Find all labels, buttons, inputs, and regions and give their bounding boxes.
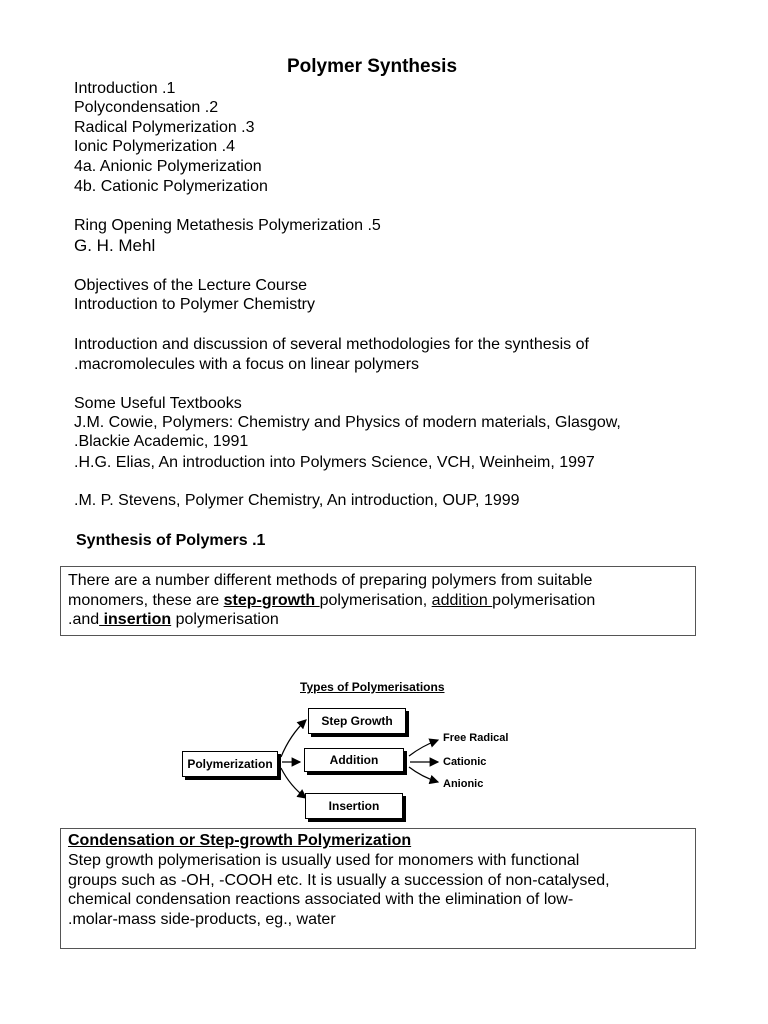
condensation-line-1: Step growth polymerisation is usually used for monomers with functional — [68, 852, 580, 869]
author: G. H. Mehl — [74, 236, 156, 255]
toc-item-5: Ring Opening Metathesis Polymerization .5 — [74, 217, 381, 234]
objectives-text-1: Introduction and discussion of several methodologies for the synthesis of — [74, 336, 589, 353]
toc-item-2: Polycondensation .2 — [74, 99, 219, 116]
leaf-cationic: Cationic — [443, 756, 487, 768]
section-heading: Synthesis of Polymers .1 — [76, 532, 266, 549]
condensation-heading: Condensation or Step-growth Polymerization — [68, 832, 412, 849]
textbook-line-2: .Blackie Academic, 1991 — [74, 433, 249, 450]
intro-text: monomers, these are — [68, 592, 224, 609]
toc-item-4a: 4a. Anionic Polymerization — [74, 158, 262, 175]
intro-text: polymerisation — [492, 592, 596, 609]
textbook-line-4: .M. P. Stevens, Polymer Chemistry, An introduction, OUP, 1999 — [74, 492, 520, 509]
insertion-term: insertion — [99, 611, 172, 628]
toc-item-4b: 4b. Cationic Polymerization — [74, 178, 268, 195]
leaf-anionic: Anionic — [443, 778, 484, 790]
textbook-line-3: .H.G. Elias, An introduction into Polymers Science, VCH, Weinheim, 1997 — [74, 454, 595, 471]
condensation-line-2: groups such as -OH, -COOH etc. It is usually a succession of non-catalysed, — [68, 872, 610, 889]
condensation-line-3: chemical condensation reactions associated with the elimination of low- — [68, 891, 574, 908]
addition-term: addition — [431, 592, 493, 609]
objectives-text-2: .macromolecules with a focus on linear polymers — [74, 356, 420, 373]
node-addition: Addition — [304, 748, 404, 772]
arrow-anionic — [409, 767, 438, 782]
arrow-insertion — [281, 768, 306, 798]
toc-item-4: Ionic Polymerization .4 — [74, 138, 235, 155]
condensation-box — [60, 828, 696, 949]
step-growth-term: step-growth — [223, 592, 320, 609]
node-insertion: Insertion — [305, 793, 403, 819]
node-polymerization: Polymerization — [182, 751, 278, 777]
intro-line-1: There are a number different methods of preparing polymers from suitable — [68, 572, 593, 589]
page-title: Polymer Synthesis — [287, 56, 458, 77]
leaf-free-radical: Free Radical — [443, 732, 509, 744]
toc-item-3: Radical Polymerization .3 — [74, 119, 255, 136]
intro-text: .and — [68, 611, 100, 628]
objectives-subheading: Introduction to Polymer Chemistry — [74, 296, 315, 313]
toc-item-1: Introduction .1 — [74, 80, 176, 97]
objectives-heading: Objectives of the Lecture Course — [74, 277, 308, 294]
node-step-growth: Step Growth — [308, 708, 406, 734]
intro-text: polymerisation, — [319, 592, 432, 609]
intro-text: polymerisation — [171, 611, 279, 628]
arrow-free-radical — [409, 740, 438, 756]
condensation-line-4: .molar-mass side-products, eg., water — [68, 911, 336, 928]
diagram-title: Types of Polymerisations — [300, 680, 445, 694]
arrow-step-growth — [281, 720, 306, 757]
textbooks-heading: Some Useful Textbooks — [74, 395, 242, 412]
textbook-line-1: J.M. Cowie, Polymers: Chemistry and Physics of modern materials, Glasgow, — [74, 414, 621, 431]
